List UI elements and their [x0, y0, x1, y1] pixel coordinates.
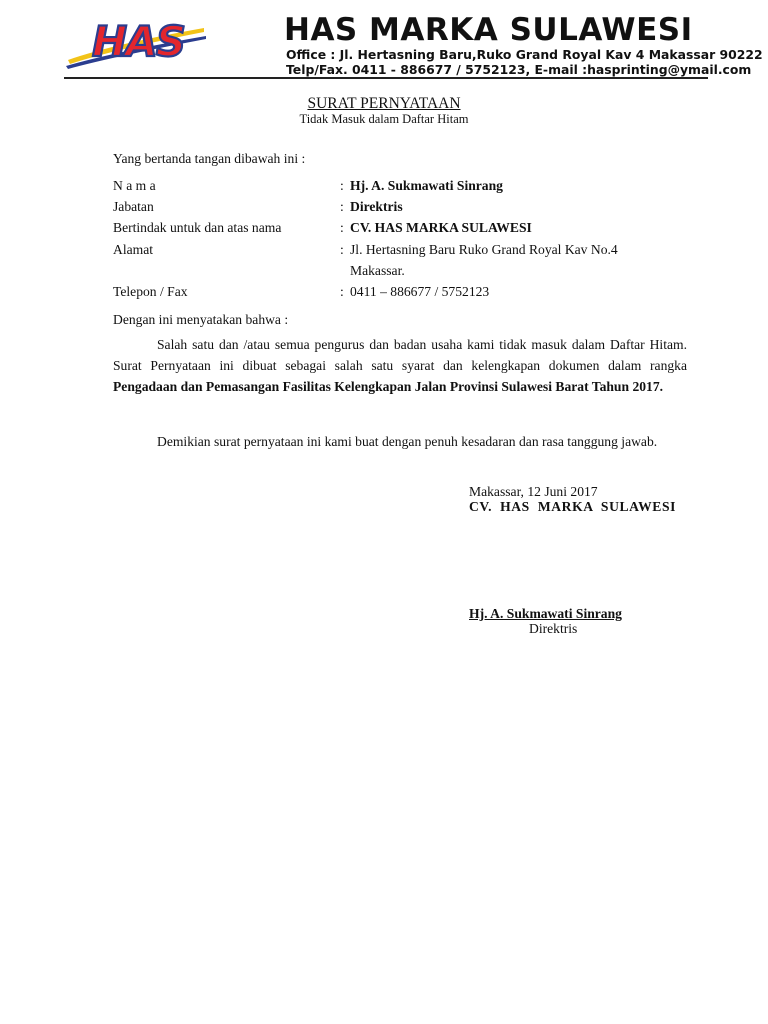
field-label-jabatan: Jabatan: [113, 199, 154, 214]
field-value-nama: Hj. A. Sukmawati Sinrang: [350, 178, 503, 193]
company-contact: Telp/Fax. 0411 - 886677 / 5752123, E-mail :hasprinting@ymail.com: [286, 62, 752, 77]
closing-paragraph-text: Demikian surat pernyataan ini kami buat dengan penuh kesadaran dan rasa tanggung jawab.: [157, 434, 658, 449]
intro-text: Yang bertanda tangan dibawah ini :: [113, 151, 306, 166]
company-logo: [64, 14, 209, 70]
statement-paragraph-1: [113, 334, 687, 397]
field-value-telepon: 0411 – 886677 / 5752123: [350, 284, 490, 299]
closing-paragraph: [113, 431, 687, 452]
company-office-address: Office : Jl. Hertasning Baru,Ruko Grand Royal Kav 4 Makassar 90222: [286, 47, 763, 62]
document-title: SURAT PERNYATAAN: [307, 95, 461, 112]
statement-paragraph-1-bold: Pengadaan dan Pemasangan Fasilitas Kelengkapan Jalan Provinsi Sulawesi Barat Tahun 2017.: [113, 379, 664, 394]
field-label-bertindak: Bertindak untuk dan atas nama: [113, 220, 282, 235]
field-value-jabatan: Direktris: [350, 199, 403, 214]
field-colon: :: [340, 284, 344, 299]
signature-name: Hj. A. Sukmawati Sinrang: [469, 606, 622, 621]
field-value-alamat: Jl. Hertasning Baru Ruko Grand Royal Kav No.4: [350, 242, 618, 257]
field-label-alamat: Alamat: [113, 242, 154, 257]
field-colon: :: [340, 199, 344, 214]
signature-role: Direktris: [529, 621, 578, 636]
signature-company: CV. HAS MARKA SULAWESI: [469, 499, 676, 514]
letterhead-divider: [64, 77, 708, 79]
statement-paragraph-1-text: Salah satu dan /atau semua pengurus dan badan usaha kami tidak masuk dalam Daftar Hitam. Surat Pernyataan ini dibuat sebagai salah satu syarat dan kelengkapan dokumen dalam rangka: [113, 337, 687, 373]
field-colon: :: [340, 220, 344, 235]
field-label-telepon: Telepon / Fax: [113, 284, 188, 299]
letterhead: [64, 8, 763, 77]
field-value-alamat-line2: Makassar.: [350, 263, 405, 278]
statement-intro: Dengan ini menyatakan bahwa :: [113, 312, 289, 327]
logo-text: HAS: [92, 17, 184, 66]
field-colon: :: [340, 242, 344, 257]
document-subtitle: Tidak Masuk dalam Daftar Hitam: [299, 112, 469, 126]
field-label-nama: N a m a: [113, 178, 156, 193]
company-name: HAS MARKA SULAWESI: [284, 12, 693, 48]
field-value-bertindak: CV. HAS MARKA SULAWESI: [350, 220, 532, 235]
signature-place-date: Makassar, 12 Juni 2017: [469, 484, 598, 499]
field-colon: :: [340, 178, 344, 193]
